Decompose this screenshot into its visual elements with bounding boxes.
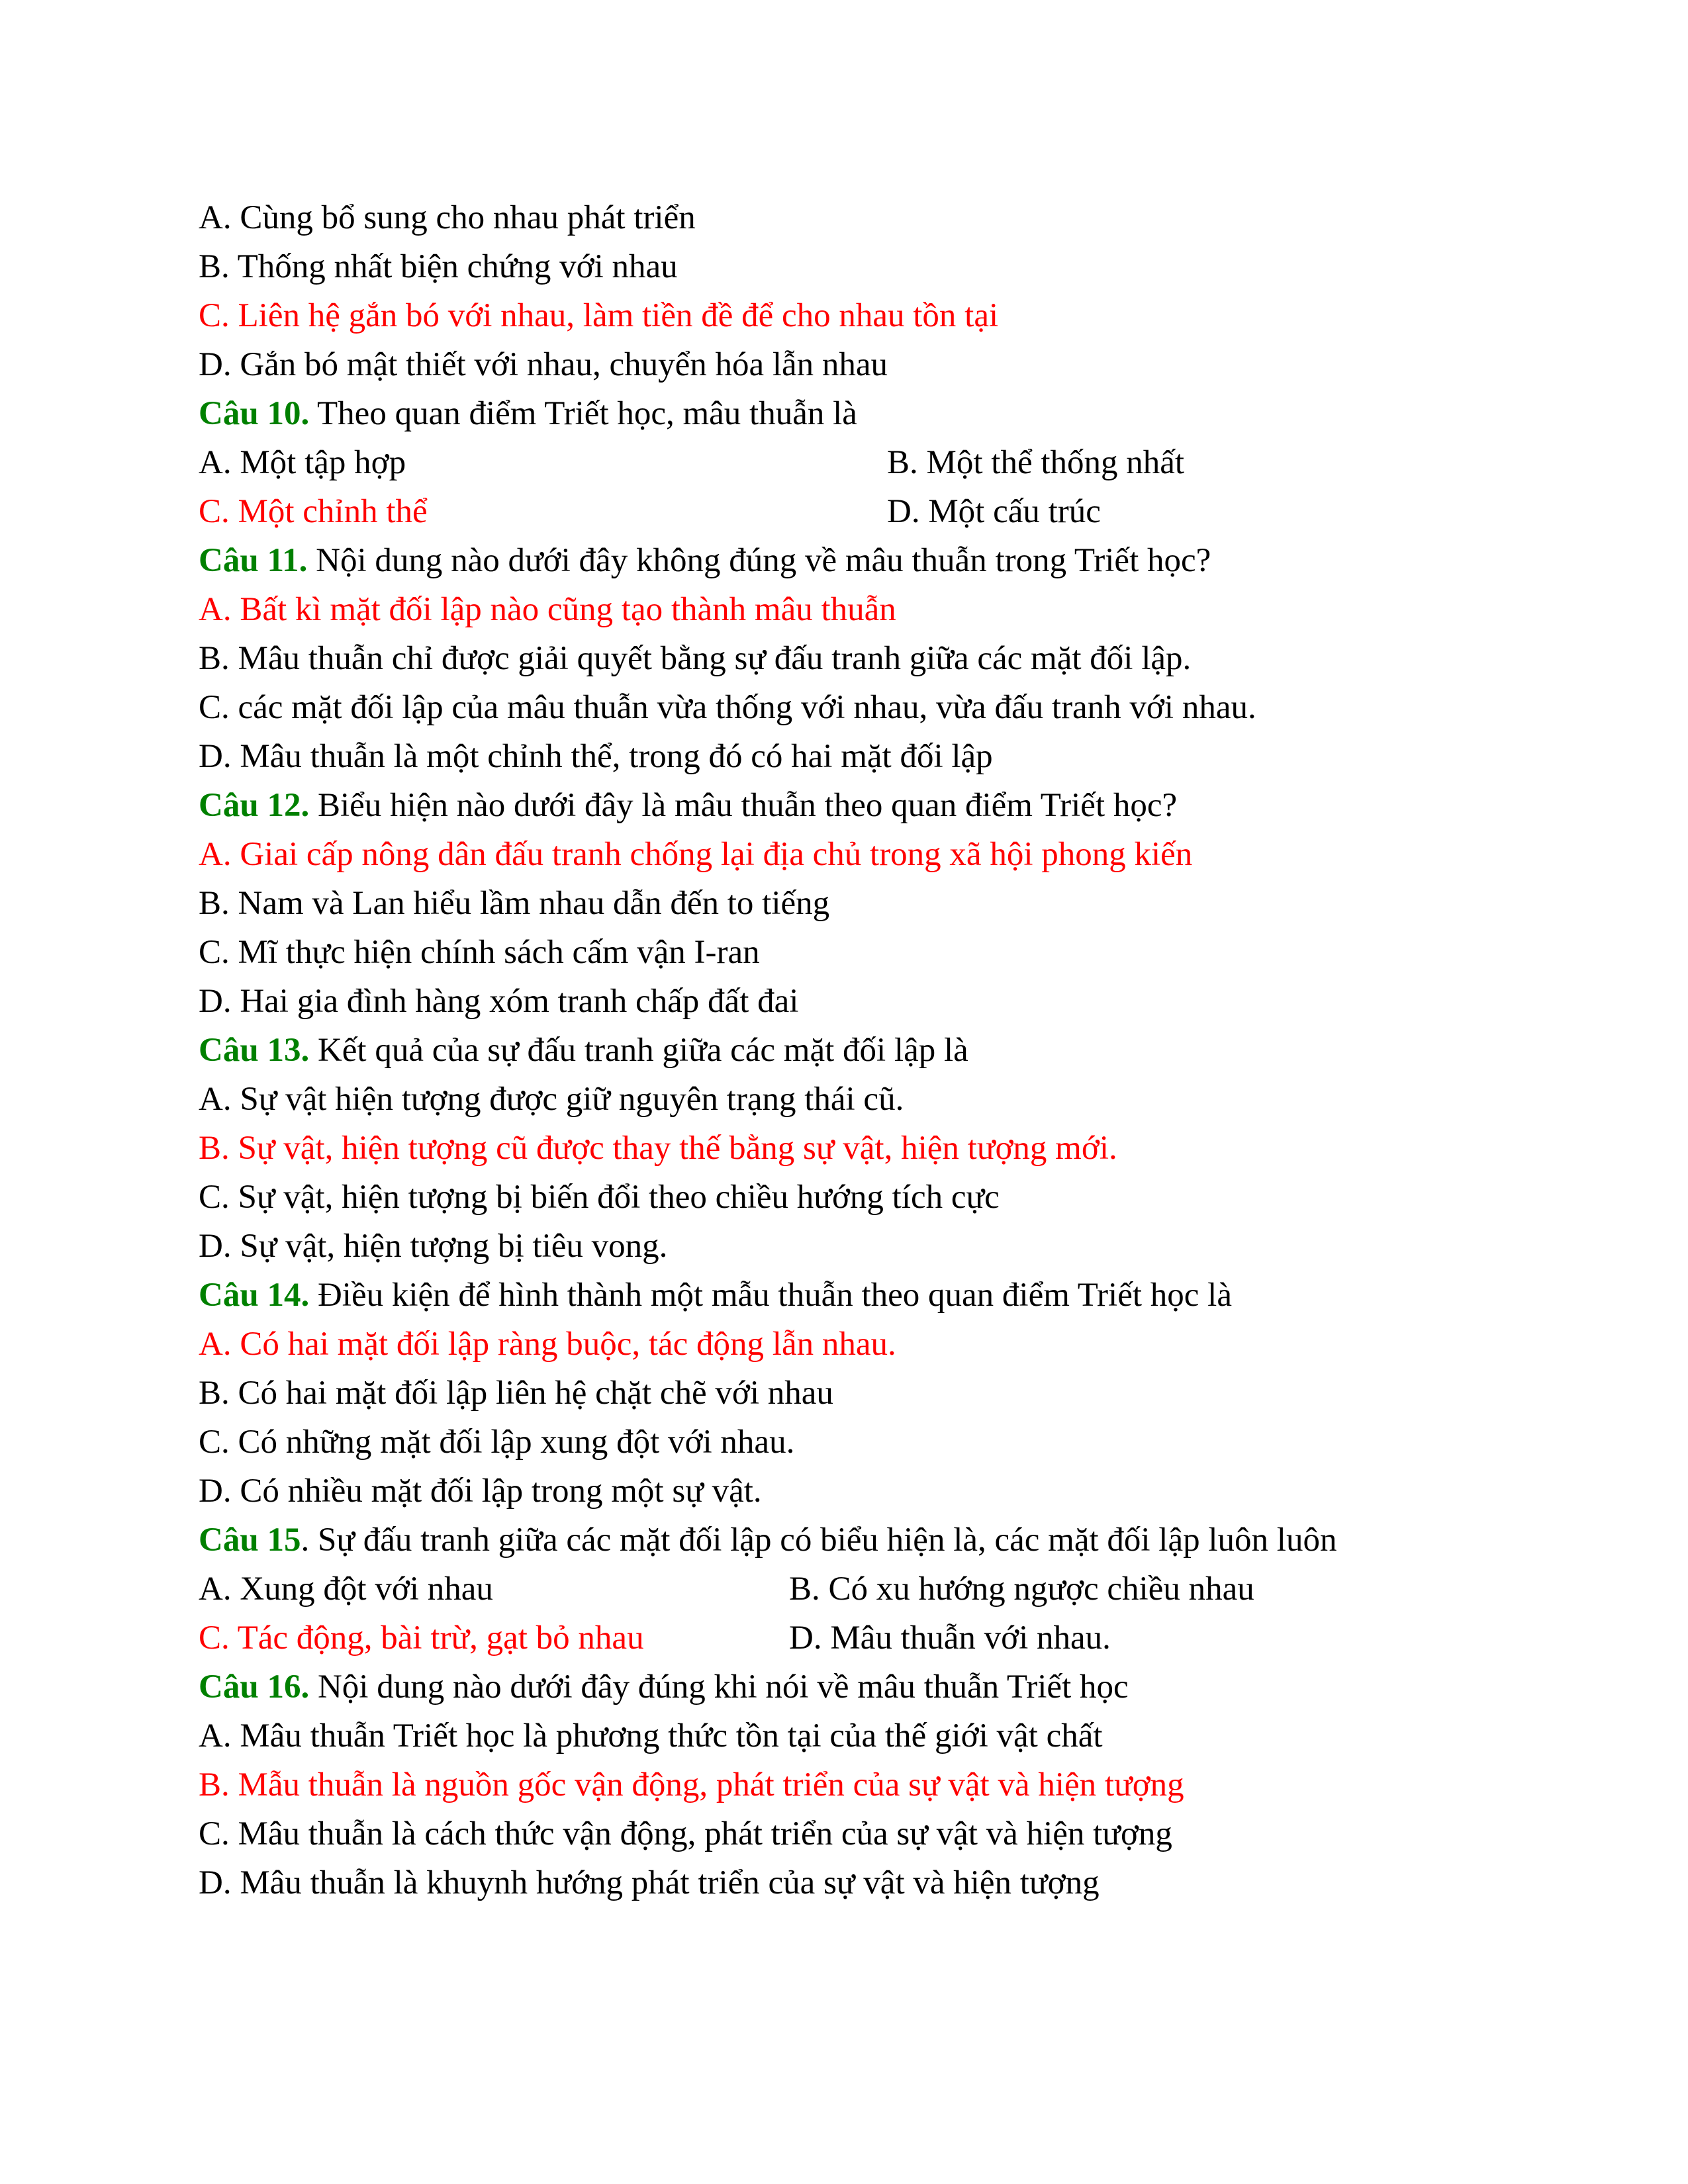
question-15 bbox=[199, 1520, 1336, 1561]
q15-option-b: B. Có xu hướng ngược chiều nhau bbox=[789, 1570, 1254, 1608]
question-16-text: Nội dung nào dưới đây đúng khi nói về mâu thuẫn Triết học bbox=[309, 1668, 1129, 1706]
q16-option-d: D. Mâu thuẫn là khuynh hướng phát triển của sự vật và hiện tượng bbox=[199, 1864, 1100, 1901]
q15-option-d: D. Mâu thuẫn với nhau. bbox=[789, 1619, 1111, 1657]
question-13-text: Kết quả của sự đấu tranh giữa các mặt đối lập là bbox=[309, 1032, 968, 1069]
q11-option-c: C. các mặt đối lập của mâu thuẫn vừa thống với nhau, vừa đấu tranh với nhau. bbox=[199, 689, 1256, 726]
q14-option-b: B. Có hai mặt đối lập liên hệ chặt chẽ với nhau bbox=[199, 1375, 833, 1412]
q12-option-b: B. Nam và Lan hiểu lầm nhau dẫn đến to tiếng bbox=[199, 885, 830, 922]
question-15-text: . Sự đấu tranh giữa các mặt đối lập có biểu hiện là, các mặt đối lập luôn luôn bbox=[301, 1522, 1337, 1559]
question-14-label: Câu 14. bbox=[199, 1277, 310, 1314]
q10-option-a: A. Một tập hợp bbox=[199, 444, 406, 481]
q14-option-d: D. Có nhiều mặt đối lập trong một sự vật. bbox=[199, 1473, 762, 1510]
question-13-label: Câu 13. bbox=[199, 1032, 310, 1069]
q12-option-c: C. Mĩ thực hiện chính sách cấm vận I-ran bbox=[199, 934, 760, 971]
q13-option-a: A. Sự vật hiện tượng được giữ nguyên trạng thái cũ. bbox=[199, 1081, 904, 1118]
question-13 bbox=[199, 1030, 968, 1071]
question-11-text: Nội dung nào dưới đây không đúng về mâu thuẫn trong Triết học? bbox=[307, 542, 1211, 579]
question-15-label: Câu 15 bbox=[199, 1522, 301, 1559]
q13-option-d: D. Sự vật, hiện tượng bị tiêu vong. bbox=[199, 1228, 668, 1265]
q15-option-a: A. Xung đột với nhau bbox=[199, 1570, 493, 1608]
q13-option-c: C. Sự vật, hiện tượng bị biến đổi theo chiều hướng tích cực bbox=[199, 1179, 1000, 1216]
question-11 bbox=[199, 540, 1211, 581]
question-10-text: Theo quan điểm Triết học, mâu thuẫn là bbox=[309, 395, 857, 432]
prev-option-d: D. Gắn bó mật thiết với nhau, chuyển hóa lẫn nhau bbox=[199, 346, 888, 383]
q14-option-a-correct: A. Có hai mặt đối lập ràng buộc, tác động lẫn nhau. bbox=[199, 1326, 896, 1363]
question-12-label: Câu 12. bbox=[199, 787, 310, 824]
q10-option-c-correct: C. Một chỉnh thể bbox=[199, 493, 428, 530]
question-12 bbox=[199, 785, 1177, 826]
q14-option-c: C. Có những mặt đối lập xung đột với nhau. bbox=[199, 1424, 795, 1461]
question-12-text: Biểu hiện nào dưới đây là mâu thuẫn theo quan điểm Triết học? bbox=[309, 787, 1178, 824]
q12-option-a-correct: A. Giai cấp nông dân đấu tranh chống lại địa chủ trong xã hội phong kiến bbox=[199, 836, 1193, 873]
question-14 bbox=[199, 1275, 1232, 1316]
q13-option-b-correct: B. Sự vật, hiện tượng cũ được thay thế bằng sự vật, hiện tượng mới. bbox=[199, 1130, 1117, 1167]
q11-option-a-correct: A. Bất kì mặt đối lập nào cũng tạo thành mâu thuẫn bbox=[199, 591, 896, 628]
q12-option-d: D. Hai gia đình hàng xóm tranh chấp đất đai bbox=[199, 983, 799, 1020]
q16-option-c: C. Mâu thuẫn là cách thức vận động, phát triển của sự vật và hiện tượng bbox=[199, 1815, 1172, 1852]
q10-option-d: D. Một cấu trúc bbox=[887, 493, 1101, 530]
question-11-label: Câu 11. bbox=[199, 542, 308, 579]
question-16-label: Câu 16. bbox=[199, 1668, 310, 1706]
q16-option-b-correct: B. Mẫu thuẫn là nguồn gốc vận động, phát triển của sự vật và hiện tượng bbox=[199, 1766, 1184, 1803]
q16-option-a: A. Mâu thuẫn Triết học là phương thức tồn tại của thế giới vật chất bbox=[199, 1717, 1103, 1754]
question-14-text: Điều kiện để hình thành một mẫu thuẫn theo quan điểm Triết học là bbox=[309, 1277, 1232, 1314]
q11-option-d: D. Mâu thuẫn là một chỉnh thể, trong đó có hai mặt đối lập bbox=[199, 738, 993, 775]
prev-option-b: B. Thống nhất biện chứng với nhau bbox=[199, 248, 678, 285]
prev-option-c-correct: C. Liên hệ gắn bó với nhau, làm tiền đề để cho nhau tồn tại bbox=[199, 297, 999, 334]
q10-option-b: B. Một thể thống nhất bbox=[887, 444, 1185, 481]
prev-option-a: A. Cùng bổ sung cho nhau phát triển bbox=[199, 199, 696, 236]
question-16 bbox=[199, 1666, 1129, 1707]
q15-option-c-correct: C. Tác động, bài trừ, gạt bỏ nhau bbox=[199, 1619, 644, 1657]
question-10-label: Câu 10. bbox=[199, 395, 310, 432]
q11-option-b: B. Mâu thuẫn chỉ được giải quyết bằng sự đấu tranh giữa các mặt đối lập. bbox=[199, 640, 1192, 677]
question-10 bbox=[199, 393, 857, 434]
